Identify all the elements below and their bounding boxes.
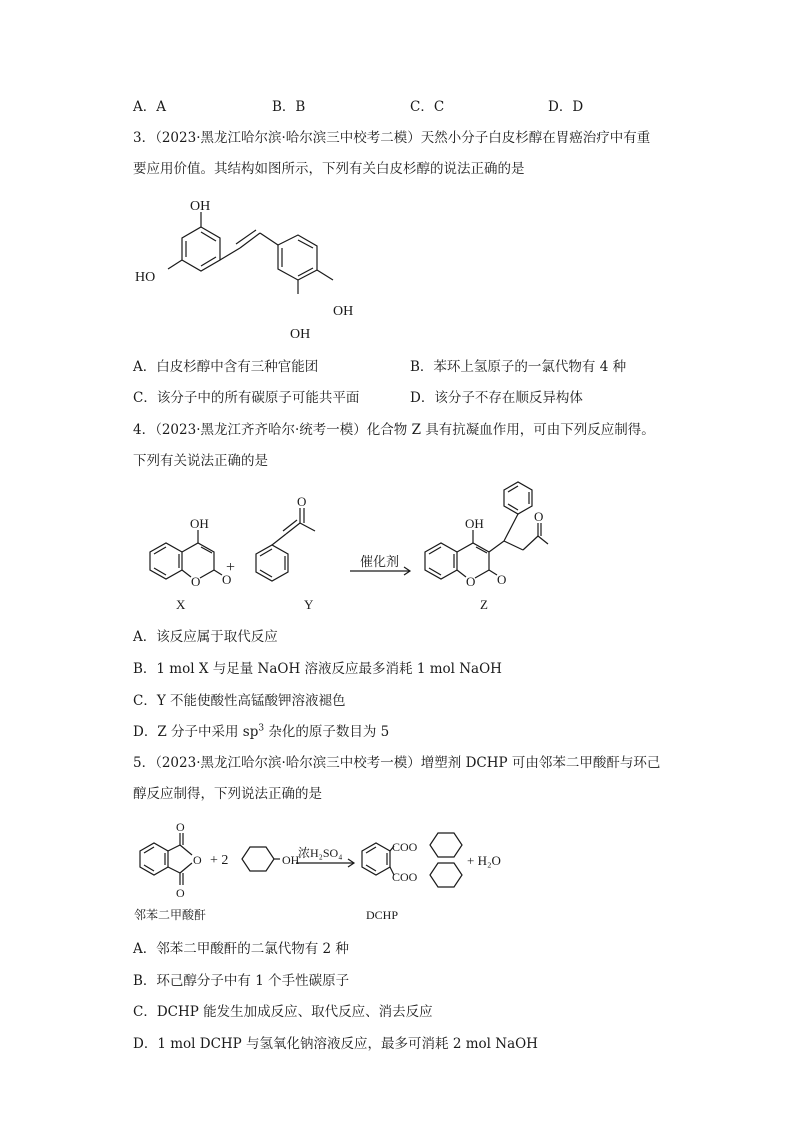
anhydride-label: 邻苯二甲酸酐 xyxy=(134,908,207,922)
svg-text:OH: OH xyxy=(282,853,300,867)
q4-option-a: A．该反应属于取代反应 xyxy=(133,629,278,645)
reagent-label: 浓H₂SO₄ xyxy=(298,846,343,860)
svg-text:O: O xyxy=(222,572,232,587)
q5-stem-line1: 5．（2023·黑龙江哈尔滨·哈尔滨三中校考一模）增塑剂 DCHP 可由邻苯二甲酸酐与环己 xyxy=(133,755,661,771)
plus-sign: + xyxy=(226,559,236,576)
catalyst-label: 催化剂 xyxy=(360,554,400,569)
oh-right-label: OH xyxy=(333,304,354,319)
q2-option-d: D．D xyxy=(548,99,584,115)
q2-option-b: B．B xyxy=(272,99,306,115)
q3-option-c: C．该分子中的所有碳原子可能共平面 xyxy=(133,390,360,406)
q3-structure-diagram xyxy=(130,190,370,350)
svg-text:O: O xyxy=(497,572,507,587)
svg-text:O: O xyxy=(466,574,476,589)
svg-text:OH: OH xyxy=(465,516,484,531)
q4-reaction-diagram xyxy=(128,478,548,628)
q4-stem-line1: 4．（2023·黑龙江齐齐哈尔·统考一模）化合物 Z 具有抗凝血作用，可由下列反应制得。 xyxy=(133,422,655,438)
oh-bottom-label: OH xyxy=(290,327,311,342)
q5-option-d: D．1 mol DCHP 与氢氧化钠溶液反应，最多可消耗 2 mol NaOH xyxy=(133,1036,538,1052)
ho-left-label: HO xyxy=(135,270,156,285)
q3-option-d: D．该分子不存在顺反异构体 xyxy=(410,390,583,406)
compound-x-label: X xyxy=(176,597,186,612)
q4-option-b: B．1 mol X 与足量 NaOH 溶液反应最多消耗 1 mol NaOH xyxy=(133,661,502,677)
water-label: + H₂O xyxy=(467,853,501,868)
q3-option-b: B．苯环上氢原子的一氯代物有 4 种 xyxy=(410,359,627,375)
q5-reaction-diagram xyxy=(130,815,550,925)
left-benzene-ring xyxy=(182,227,220,271)
compound-y-structure xyxy=(256,494,315,612)
svg-text:O: O xyxy=(534,509,544,524)
svg-text:O: O xyxy=(176,886,185,900)
q5-option-b: B．环己醇分子中有 1 个手性碳原子 xyxy=(133,973,350,989)
q3-stem-line1: 3．（2023·黑龙江哈尔滨·哈尔滨三中校考二模）天然小分子白皮杉醇在胃癌治疗中有重 xyxy=(133,130,651,146)
cyclohexanol-structure xyxy=(242,847,300,871)
q4-option-d: D．Z 分子中采用 $sp^3$ 杂化的原子数目为 5 xyxy=(133,723,390,740)
compound-y-label: Y xyxy=(304,597,314,612)
svg-text:COO: COO xyxy=(392,840,418,854)
phthalic-anhydride-structure xyxy=(140,820,202,900)
svg-text:OH: OH xyxy=(190,516,209,531)
svg-text:O: O xyxy=(191,574,201,589)
compound-x-structure xyxy=(150,516,231,612)
svg-text:COO: COO xyxy=(392,870,418,884)
dchp-structure xyxy=(362,833,462,887)
q3-option-a: A．白皮杉醇中含有三种官能团 xyxy=(133,359,319,375)
compound-z-label: Z xyxy=(480,597,488,612)
q5-stem-line2: 醇反应制得，下列说法正确的是 xyxy=(133,786,322,802)
q4-option-c: C．Y 不能使酸性高锰酸钾溶液褪色 xyxy=(133,693,346,709)
plus-two-label: + 2 xyxy=(210,853,229,868)
q3-stem-line2: 要应用价值。其结构如图所示，下列有关白皮杉醇的说法正确的是 xyxy=(133,161,525,177)
svg-text:O: O xyxy=(176,820,185,834)
q5-option-c: C．DCHP 能发生加成反应、取代反应、消去反应 xyxy=(133,1004,433,1020)
q2-option-a: A．A xyxy=(133,99,166,115)
svg-text:O: O xyxy=(297,494,307,509)
dchp-label: DCHP xyxy=(366,908,399,922)
svg-text:O: O xyxy=(193,853,202,867)
right-benzene-ring xyxy=(278,235,317,280)
oh-top-label: OH xyxy=(190,199,211,214)
q5-option-a: A．邻苯二甲酸酐的二氯代物有 2 种 xyxy=(133,941,349,957)
q2-option-c: C．C xyxy=(410,99,445,115)
q4-stem-line2: 下列有关说法正确的是 xyxy=(133,453,268,469)
compound-z-structure xyxy=(425,482,548,612)
